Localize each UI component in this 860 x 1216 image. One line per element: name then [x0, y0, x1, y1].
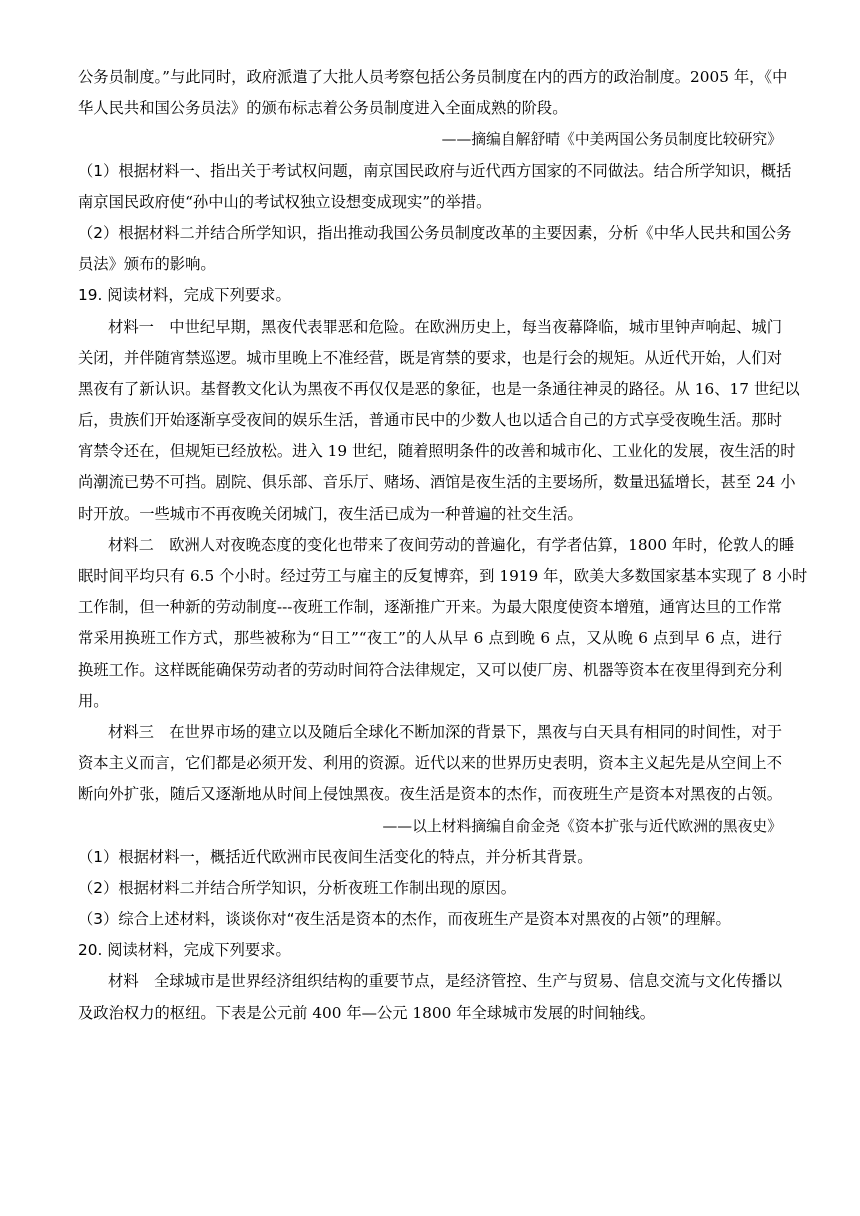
q18-sub-question-1-cont: 南京国民政府使“孙中山的考试权独立设想变成现实”的举措。	[78, 192, 492, 211]
q18-sub-question-2: （2）根据材料二并结合所学知识，指出推动我国公务员制度改革的主要因素，分析《中华人民共和国公务	[78, 223, 792, 242]
q19-material2-line: 材料二 欧洲人对夜晚态度的变化也带来了夜间劳动的普遍化，有学者估算，1800 年时，伦敦人的睡	[108, 535, 795, 554]
q19-material3-line: 材料三 在世界市场的建立以及随后全球化不断加深的背景下，黑夜与白天具有相同的时间性，对于	[108, 722, 782, 741]
q19-material3-line: 断向外扩张，随后又逐渐地从时间上侵蚀黑夜。夜生活是资本的杰作，而夜班生产是资本对黑夜的占领。	[78, 785, 782, 804]
q19-sub-question-1: （1）根据材料一，概括近代欧洲市民夜间生活变化的特点，并分析其背景。	[78, 847, 593, 866]
q18-sub-question-2-cont: 员法》颁布的影响。	[78, 255, 216, 274]
q19-material2-line: 换班工作。这样既能确保劳动者的劳动时间符合法律规定，又可以使厂房、机器等资本在夜里得到充分利	[78, 660, 782, 679]
q19-material2-line: 常采用换班工作方式，那些被称为“日工”“夜工”的人从早 6 点到晚 6 点，又从晚 6 点到早 6 点，进行	[78, 629, 782, 648]
q19-material2-line: 眠时间平均只有 6.5 个小时。经过劳工与雇主的反复博弈，到 1919 年，欧美大多数国家基本实现了 8 小时	[78, 567, 808, 585]
q20-material-line: 及政治权力的枢纽。下表是公元前 400 年—公元 1800 年全球城市发展的时间轴线。	[78, 1003, 656, 1022]
q18-material-line: 公务员制度。”与此同时，政府派遣了大批人员考察包括公务员制度在内的西方的政治制度。2005 年，《中	[78, 68, 788, 86]
q19-material3-line: 资本主义而言，它们都是必须开发、利用的资源。近代以来的世界历史表明，资本主义起先是从空间上不	[78, 754, 782, 773]
q19-sub-question-2: （2）根据材料二并结合所学知识，分析夜班工作制出现的原因。	[78, 878, 517, 897]
q19-material1-line: 后，贵族们开始逐渐享受夜间的娱乐生活，普通市民中的少数人也以适合自己的方式享受夜晚生活。那时	[78, 411, 782, 430]
q18-source-citation: ——摘编自解舒晴《中美两国公务员制度比较研究》	[441, 131, 782, 149]
q18-material-line: 华人民共和国公务员法》的颁布标志着公务员制度进入全面成熟的阶段。	[78, 99, 568, 118]
q19-material2-line: 工作制，但一种新的劳动制度---夜班工作制，逐渐推广开来。为最大限度使资本增殖，通宵达旦的工作常	[78, 598, 782, 617]
q19-source-citation: ——以上材料摘编自俞金尧《资本扩张与近代欧洲的黑夜史》	[382, 817, 782, 835]
q19-heading: 19. 阅读材料，完成下列要求。	[78, 286, 291, 305]
q19-material1-line: 材料一 中世纪早期，黑夜代表罪恶和危险。在欧洲历史上，每当夜幕降临，城市里钟声响起、城门	[108, 317, 782, 336]
q19-material1-line: 宵禁令还在，但规矩已经放松。进入 19 世纪，随着照明条件的改善和城市化、工业化的发展，夜生活的时	[78, 442, 796, 461]
q19-material2-line: 用。	[78, 691, 109, 710]
q20-material-line: 材料 全球城市是世界经济组织结构的重要节点，是经济管控、生产与贸易、信息交流与文化传播以	[108, 972, 782, 991]
q19-material1-line: 关闭，并伴随宵禁巡逻。城市里晚上不准经营，既是宵禁的要求，也是行会的规矩。从近代开始，人们对	[78, 348, 782, 367]
q20-heading: 20. 阅读材料，完成下列要求。	[78, 941, 291, 960]
q19-material1-line: 时开放。一些城市不再夜晚关闭城门，夜生活已成为一种普遍的社交生活。	[78, 504, 583, 523]
q19-material1-line: 尚潮流已势不可挡。剧院、俱乐部、音乐厅、赌场、酒馆是夜生活的主要场所，数量迅猛增长，甚至 24 小	[78, 473, 796, 492]
q19-material1-line: 黑夜有了新认识。基督教文化认为黑夜不再仅仅是恶的象征，也是一条通往神灵的路径。从 16、17 世纪以	[78, 379, 800, 398]
exam-page	[78, 62, 808, 1029]
q18-sub-question-1: （1）根据材料一、指出关于考试权问题，南京国民政府与近代西方国家的不同做法。结合所学知识，概括	[78, 161, 792, 180]
q19-sub-question-3: （3）综合上述材料，谈谈你对“夜生活是资本的杰作，而夜班生产是资本对黑夜的占领”的理解。	[78, 910, 731, 929]
